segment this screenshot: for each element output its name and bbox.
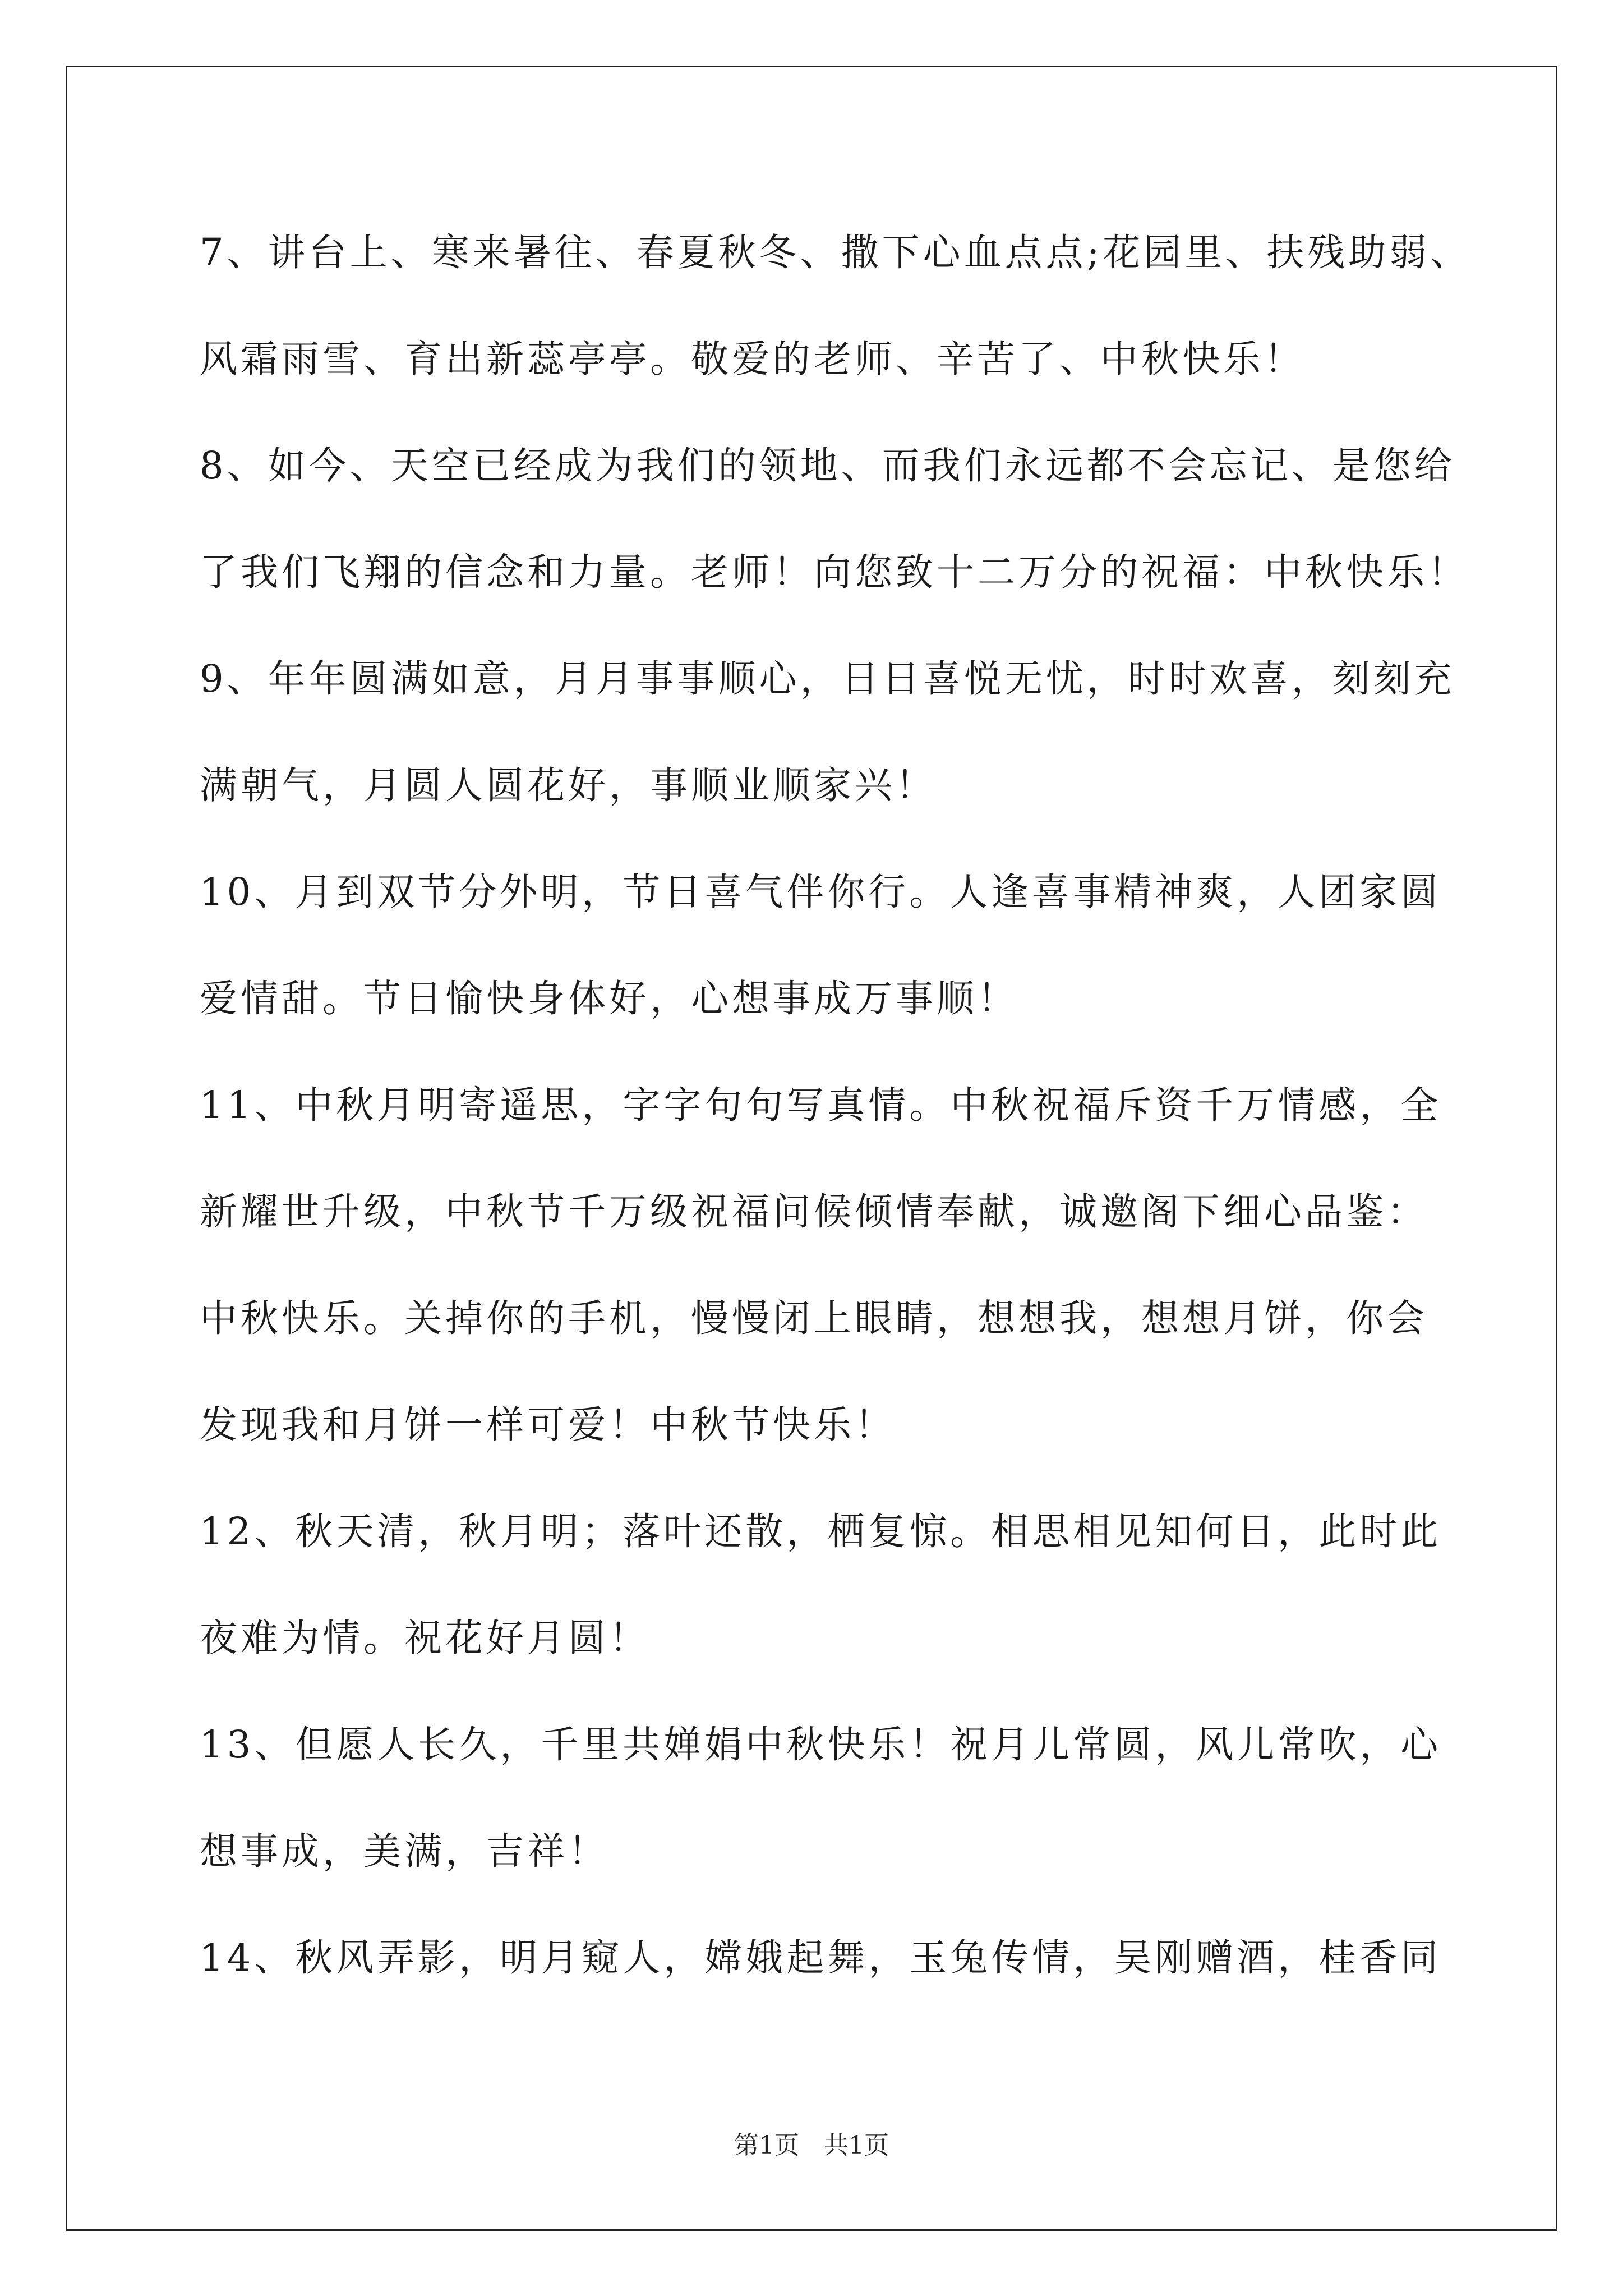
page-footer (0, 2125, 1623, 2161)
text-line: 想事成，美满，吉祥！ (200, 1829, 609, 1873)
text-line: 11、中秋月明寄遥思，字字句句写真情。中秋祝福斥资千万情感，全 (200, 1083, 1442, 1127)
text-line: 10、月到双节分外明，节日喜气伴你行。人逢喜事精神爽，人团家圆 (200, 870, 1442, 914)
text-line: 风霜雨雪、育出新蕊亭亭。敬爱的老师、辛苦了、中秋快乐！ (200, 337, 1305, 381)
text-line: 9、年年圆满如意，月月事事顺心，日日喜悦无忧，时时欢喜，刻刻充 (200, 657, 1455, 701)
text-line: 12、秋天清，秋月明；落叶还散，栖复惊。相思相见知何日，此时此 (200, 1510, 1442, 1553)
text-line: 发现我和月饼一样可爱！中秋节快乐！ (200, 1403, 896, 1447)
document-body (200, 216, 1472, 2028)
text-line: 爱情甜。节日愉快身体好，心想事成万事顺！ (200, 977, 1018, 1020)
text-line: 夜难为情。祝花好月圆！ (200, 1616, 650, 1660)
page-total: 共1页 (824, 2131, 889, 2160)
text-line: 8、如今、天空已经成为我们的领地、而我们永远都不会忘记、是您给 (200, 444, 1455, 487)
text-line: 了我们飞翔的信念和力量。老师！向您致十二万分的祝福：中秋快乐！ (200, 550, 1469, 594)
text-line: 中秋快乐。关掉你的手机，慢慢闭上眼睛，想想我，想想月饼，你会 (200, 1296, 1428, 1340)
text-line: 新耀世升级，中秋节千万级祝福问候倾情奉献，诚邀阁下细心品鉴： (200, 1190, 1428, 1234)
text-line: 满朝气，月圆人圆花好，事顺业顺家兴！ (200, 763, 937, 807)
text-line: 14、秋风弄影，明月窥人，嫦娥起舞，玉兔传情，吴刚赠酒，桂香同 (200, 1936, 1442, 1980)
text-line: 13、但愿人长久，千里共婵娟中秋快乐！祝月儿常圆，风儿常吹，心 (200, 1723, 1442, 1766)
page-number: 第1页 (734, 2131, 799, 2160)
text-line: 7、讲台上、寒来暑往、春夏秋冬、撒下心血点点;花园里、扶残助弱、 (200, 231, 1472, 274)
